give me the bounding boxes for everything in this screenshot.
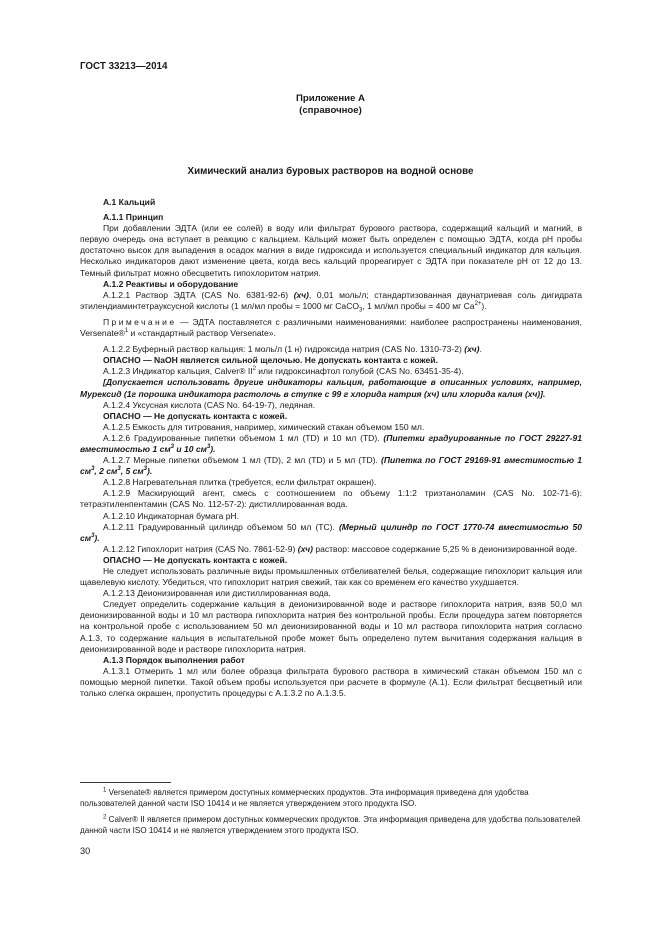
danger-warning-skin-1: ОПАСНО — Не допускать контакта с кожей. xyxy=(103,410,288,421)
page-number: 30 xyxy=(80,846,91,856)
item-a1210: А.1.2.10 Индикаторная бумага pH. xyxy=(103,510,240,521)
paragraph-determine: Следует определить содержание кальция в деионизированной воде и растворе гипохлорита натрия, взяв 50,0 мл деионизированной воды и 10 мл раствора гипохлорита натрия без контрольной пробы. Если процедура затем повторяется на контрольной пробе с использованием 50 мл деионизированной воды и 10 мл раствора гипохлорита натрия согласно А.1.3, то содержание кальция в испытательной пробе может быть определено путем вычитания содержания кальция в деионизированной воде и растворе гипохлорита натрия. xyxy=(80,599,582,654)
danger-warning-skin-2: ОПАСНО — Не допускать контакта с кожей. xyxy=(103,554,288,565)
item-a128: А.1.2.8 Нагревательная плитка (требуется, если фильтрат окрашен). xyxy=(103,477,377,488)
item-a1211: А.1.2.11 Градуированный цилиндр объемом 50 мл (TC). (Мерный цилиндр по ГОСТ 1770-74 вместимостью 50 $см^3$). xyxy=(80,521,583,543)
section-heading-a1: А.1 Кальций xyxy=(103,197,156,207)
item-a131: А.1.3.1 Отмерить 1 мл или более образца фильтрата бурового раствора в химический стакан объемом 150 мл с помощью мерной пипетки. Такой объем пробы используется при расчете в формуле (А.1). Если фильтрат бесцветный или только слегка окрашен, пропустить процедуры с А.1.3.2 по А.1.3.5. xyxy=(80,665,582,699)
item-a1212: А.1.2.12 Гипохлорит натрия (CAS No. 7861-52-9) (хч) раствор: массовое содержание 5,25 % в деионизированной воде. xyxy=(103,543,578,554)
item-a127: А.1.2.7 Мерные пипетки объемом 1 мл (TD), 2 мл (TD) и 5 мл (TD). (Пипетка по ГОСТ 29169-91 вместимостью 1 $см^3$, 2 $см^3$, 5 $см^3$). xyxy=(80,455,582,477)
footnote-2: $^2$ Calver® II является примером доступных коммерческих продуктов. Эта информация приведена для удобства пользователей данной части ISO 10414 и не является утверждением этого продукта ISO. xyxy=(80,814,581,835)
item-a129: А.1.2.9 Маскирующий агент, смесь с соотношением по объему 1:1:2 триэтаноламин (CAS No. 102-71-6): тетраэтиленпентамин (CAS No. 112-57-2): дистиллированная вода. xyxy=(80,488,582,510)
footnote-1: $^1$ Versenate® является примером доступных коммерческих продуктов. Эта информация приведена для удобства пользователей данной части ISO 10414 и не является утверждением этого продукта ISO. xyxy=(80,787,529,808)
body-text xyxy=(80,197,582,699)
paragraph-bleach: Не следует использовать различные виды промышленных отбеливателей белья, содержащие гипохлорит кальция или щавелевую кислоту. Убедиться, что гипохлорит натрия свежий, так как со временем его качество ухудшается. xyxy=(80,566,582,588)
item-a126: А.1.2.6 Градуированные пипетки объемом 1 мл (TD) и 10 мл (TD). (Пипетки градуированные по ГОСТ 29227-91 вместимостью 1 $см^3$ и 10 $см^3$). xyxy=(80,432,582,454)
item-a1213: А.1.2.13 Деионизированная или дистиллированная вода. xyxy=(103,588,331,599)
section-heading-a11: А.1.1 Принцип xyxy=(103,212,164,223)
item-a123: А.1.2.3 Индикатор кальция, Calver® $II^2$ или гидроксинафтол голубой (CAS No. 63451-35-4). xyxy=(103,366,464,377)
danger-warning-naoh: ОПАСНО — NaOH является сильной щелочью. Не допускать контакта с кожей. xyxy=(103,355,438,366)
section-heading-a12: А.1.2 Реактивы и оборудование xyxy=(103,278,239,289)
item-a124: А.1.2.4 Уксусная кислота (CAS No. 64-19-7), ледяная. xyxy=(103,399,316,410)
annex-title: Приложение А xyxy=(296,93,365,104)
footnote-divider xyxy=(80,782,171,783)
item-a121: А.1.2.1 Раствор ЭДТА (CAS No. 6381-92-6) (хч), 0,01 моль/л; стандартизованная двунатриевая соль дигидрата этилендиаминтетрауксусной кислоты (1 мл/мл пробы = 1000 мг CaCO$_3$, 1 мл/мл пробы = 400 мг $Ca^{2+}$). xyxy=(80,289,582,314)
item-a123-note: [Допускается использовать другие индикаторы кальция, работающие в описанных условиях, например, Мурексид (1г порошка индикатора растолочь в ступке с 99 г хлорида натрия (хч) или хлорида калия (хч)]. xyxy=(80,377,582,399)
standard-header: ГОСТ 33213—2014 xyxy=(80,61,168,72)
item-a125: А.1.2.5 Емкость для титрования, например, химический стакан объемом 150 мл. xyxy=(103,421,425,432)
annex-subtitle: (справочное) xyxy=(299,105,362,116)
section-heading-a13: А.1.3 Порядок выполнения работ xyxy=(103,654,245,665)
paragraph-principle: При добавлении ЭДТА (или ее солей) в воду или фильтрат бурового раствора, содержащий кальций и магний, в первую очередь она вступает в реакцию с кальцием. Кальций может быть определен с помощью ЭДТА, когда pH пробы достаточно высок для выпадения в осадок магния в виде гидроксида и используется специальный индикатор для кальция. Несколько индикаторов дают изменение цвета, когда весь кальций прореагирует с ЭДТА при показателе pH от 12 до 13. Темный фильтрат можно обесцветить гипохлоритом натрия. xyxy=(80,223,582,278)
note-paragraph: Примечание — ЭДТА поставляется с различными наименованиями: наиболее распространены наименования, Versenate®$^1$ и «стандартный раствор Versenate». xyxy=(80,316,582,339)
item-a122: А.1.2.2 Буферный раствор кальция: 1 моль/л (1 н) гидроксида натрия (CAS No. 1310-73-2) (хч). xyxy=(103,344,482,355)
main-title: Химический анализ буровых растворов на водной основе xyxy=(187,166,474,177)
